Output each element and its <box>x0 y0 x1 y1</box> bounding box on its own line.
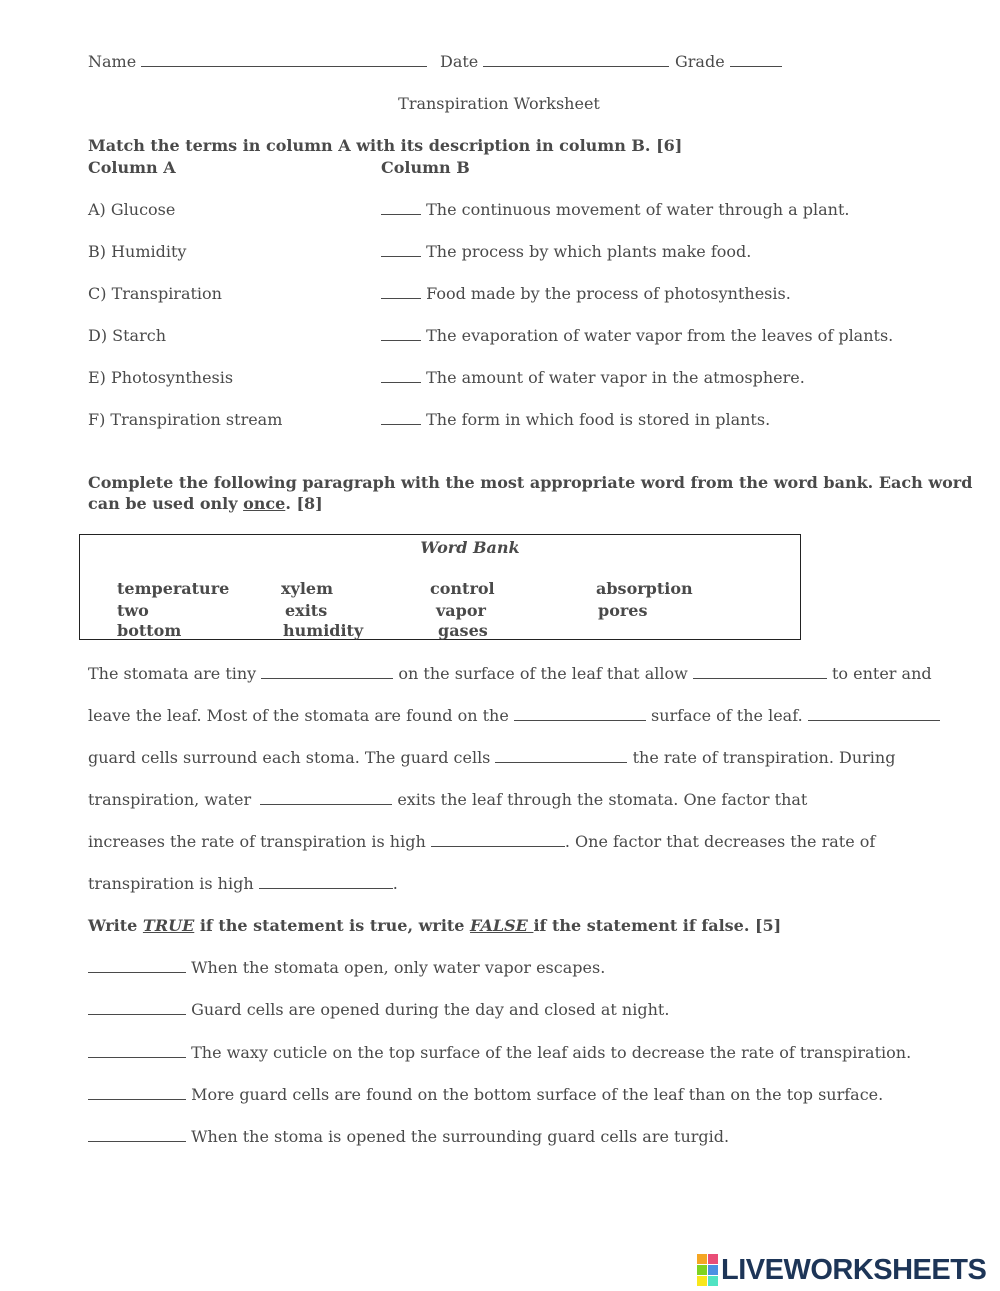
match-row <box>381 410 770 429</box>
grade-blank[interactable] <box>730 52 782 67</box>
true-false-row <box>88 958 605 977</box>
logo-square <box>697 1276 707 1286</box>
term-e: E) Photosynthesis <box>88 368 234 387</box>
paragraph-text: exits the leaf through the stomata. One factor that <box>397 790 808 809</box>
paragraph-line <box>88 790 807 809</box>
fill-blank[interactable] <box>495 748 627 763</box>
instruction-text: if the statement is true, write <box>194 916 471 935</box>
liveworksheets-logo[interactable] <box>697 1254 986 1286</box>
match-blank[interactable] <box>381 242 421 257</box>
word-bank-word: two <box>117 601 149 620</box>
match-row <box>381 200 850 219</box>
name-blank[interactable] <box>141 52 427 67</box>
description-text: The evaporation of water vapor from the leaves of plants. <box>426 326 894 345</box>
term-f: F) Transpiration stream <box>88 410 283 429</box>
paragraph-line <box>88 664 932 683</box>
true-false-row <box>88 1043 911 1062</box>
paragraph-text: increases the rate of transpiration is high <box>88 832 426 851</box>
word-bank-word: control <box>430 579 495 598</box>
word-bank-word: gases <box>438 621 488 640</box>
answer-blank[interactable] <box>88 1127 186 1142</box>
word-bank-title: Word Bank <box>420 538 520 557</box>
paragraph-text: . One factor that decreases the rate of <box>564 832 876 851</box>
term-a: A) Glucose <box>88 200 176 219</box>
false-emphasis: FALSE <box>470 916 534 935</box>
description-text: The continuous movement of water through a plant. <box>426 200 850 219</box>
paragraph-text: guard cells surround each stoma. The guard cells <box>88 748 491 767</box>
date-label: Date <box>440 52 479 71</box>
word-bank-word: absorption <box>596 579 693 598</box>
paragraph-line <box>88 748 895 767</box>
column-a-header: Column A <box>88 158 176 177</box>
answer-blank[interactable] <box>88 1000 186 1015</box>
match-row <box>381 326 893 345</box>
true-false-row <box>88 1000 669 1019</box>
word-bank-word: exits <box>285 601 328 620</box>
logo-square <box>697 1254 707 1264</box>
paragraph-text: . <box>392 874 398 893</box>
grade-label: Grade <box>675 52 725 71</box>
fill-blank[interactable] <box>431 832 565 847</box>
description-text: The process by which plants make food. <box>426 242 752 261</box>
word-bank-box <box>79 534 801 640</box>
logo-square <box>708 1254 718 1264</box>
fill-blank[interactable] <box>260 790 392 805</box>
term-b: B) Humidity <box>88 242 187 261</box>
description-text: The amount of water vapor in the atmosphere. <box>426 368 805 387</box>
paragraph-text: the rate of transpiration. During <box>632 748 896 767</box>
section1-instruction: Match the terms in column A with its description in column B. [6] <box>88 136 683 155</box>
answer-blank[interactable] <box>88 958 186 973</box>
paragraph-text: on the surface of the leaf that allow <box>398 664 688 683</box>
word-bank-word: xylem <box>281 579 334 598</box>
statement-text: The waxy cuticle on the top surface of the leaf aids to decrease the rate of transpiration. <box>191 1043 912 1062</box>
term-d: D) Starch <box>88 326 166 345</box>
logo-text: LIVEWORKSHEETS <box>721 1253 987 1286</box>
paragraph-line <box>88 706 940 725</box>
word-bank-word: humidity <box>283 621 364 640</box>
statement-text: Guard cells are opened during the day and closed at night. <box>191 1000 670 1019</box>
match-row <box>381 368 805 387</box>
fill-blank[interactable] <box>261 664 393 679</box>
match-blank[interactable] <box>381 284 421 299</box>
once-emphasis: once <box>243 494 286 513</box>
instruction-text: can be used only <box>88 494 244 513</box>
name-field[interactable] <box>88 52 427 71</box>
worksheet-title: Transpiration Worksheet <box>398 94 600 113</box>
column-b-header: Column B <box>381 158 470 177</box>
statement-text: More guard cells are found on the bottom surface of the leaf than on the top surface. <box>191 1085 884 1104</box>
logo-square <box>697 1265 707 1275</box>
match-blank[interactable] <box>381 200 421 215</box>
instruction-text: if the statement if false <box>533 916 744 935</box>
logo-square <box>708 1276 718 1286</box>
paragraph-text: leave the leaf. Most of the stomata are found on the <box>88 706 509 725</box>
answer-blank[interactable] <box>88 1043 186 1058</box>
grade-field[interactable] <box>675 52 782 71</box>
date-field[interactable] <box>440 52 669 71</box>
statement-text: When the stomata open, only water vapor escapes. <box>191 958 606 977</box>
liveworksheets-logo-icon <box>697 1254 718 1286</box>
match-blank[interactable] <box>381 410 421 425</box>
word-bank-word: bottom <box>117 621 182 640</box>
paragraph-text: surface of the leaf. <box>651 706 803 725</box>
term-c: C) Transpiration <box>88 284 222 303</box>
name-label: Name <box>88 52 137 71</box>
logo-square <box>708 1265 718 1275</box>
description-text: The form in which food is stored in plants. <box>426 410 771 429</box>
answer-blank[interactable] <box>88 1085 186 1100</box>
fill-blank[interactable] <box>808 706 940 721</box>
word-bank-word: pores <box>598 601 648 620</box>
paragraph-line <box>88 832 875 851</box>
match-row <box>381 284 791 303</box>
word-bank-word: vapor <box>436 601 486 620</box>
statement-text: When the stoma is opened the surrounding guard cells are turgid. <box>191 1127 730 1146</box>
instruction-text: . [5] <box>743 916 782 935</box>
fill-blank[interactable] <box>514 706 646 721</box>
match-blank[interactable] <box>381 368 421 383</box>
paragraph-line <box>88 874 398 893</box>
section2-instruction-line2 <box>88 494 323 513</box>
true-false-row <box>88 1085 883 1104</box>
match-row <box>381 242 751 261</box>
true-false-row <box>88 1127 729 1146</box>
instruction-text: . [8] <box>285 494 323 513</box>
true-emphasis: TRUE <box>142 916 195 935</box>
match-blank[interactable] <box>381 326 421 341</box>
section2-instruction-line1: Complete the following paragraph with the most appropriate word from the word bank. Each word <box>88 473 973 492</box>
description-text: Food made by the process of photosynthesis. <box>426 284 791 303</box>
paragraph-text: The stomata are tiny <box>88 664 257 683</box>
fill-blank[interactable] <box>693 664 827 679</box>
date-blank[interactable] <box>483 52 669 67</box>
paragraph-text: to enter and <box>831 664 932 683</box>
paragraph-text: transpiration, water <box>88 790 252 809</box>
fill-blank[interactable] <box>259 874 393 889</box>
section3-instruction <box>88 916 781 935</box>
word-bank-word: temperature <box>117 579 230 598</box>
paragraph-text: transpiration is high <box>88 874 254 893</box>
instruction-text: Write <box>88 916 143 935</box>
